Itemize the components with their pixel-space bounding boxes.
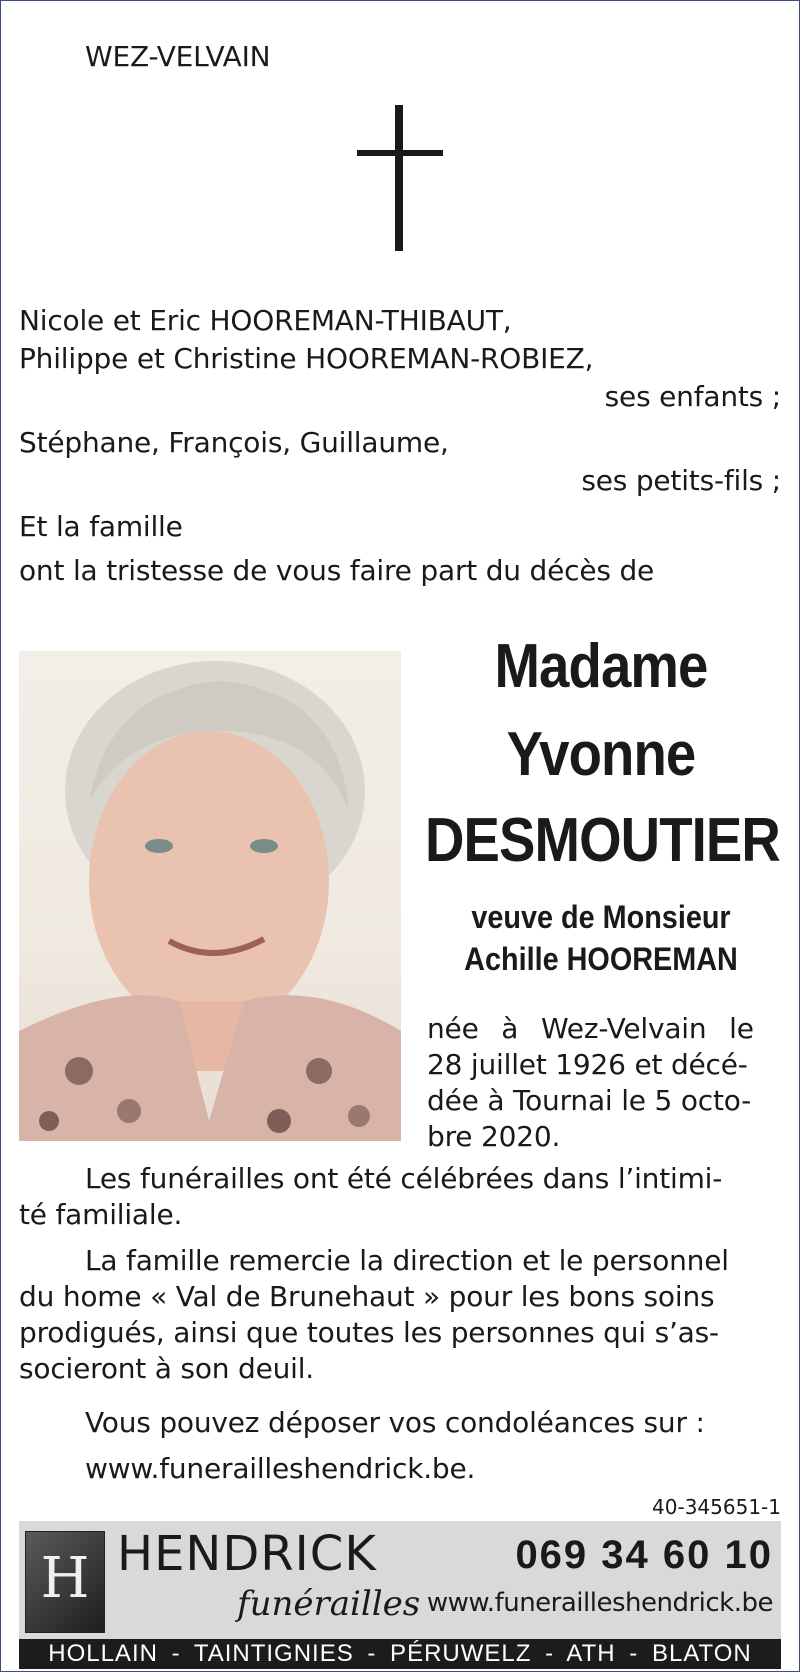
brand-name: HENDRICK	[117, 1526, 377, 1582]
location-heading: WEZ-VELVAIN	[85, 40, 271, 73]
thanks-line-4: socieront à son deuil.	[19, 1352, 315, 1385]
birth-line-4: bre 2020.	[427, 1120, 561, 1153]
funeral-line-1: Les funérailles ont été célébrées dans l’intimi-	[85, 1162, 723, 1195]
family-role-children: ses enfants ;	[604, 380, 781, 413]
family-line-3: Stéphane, François, Guillaume,	[19, 426, 449, 459]
thanks-line-3: prodigués, ainsi que toutes les personnes qui s’as-	[19, 1316, 719, 1349]
birth-line-3: dée à Tournai le 5 octo-	[427, 1084, 752, 1117]
banner-website-link[interactable]: www.funerailleshendrick.be	[426, 1588, 773, 1618]
birth-line-1: née à Wez-Velvain le	[427, 1012, 754, 1045]
widow-line-1: veuve de Monsieur	[471, 899, 731, 935]
cross-icon	[357, 105, 443, 251]
announcement-line: ont la tristesse de vous faire part du décès de	[19, 554, 655, 587]
family-line-1: Nicole et Eric HOOREMAN-THIBAUT,	[19, 304, 512, 337]
logo-letter: H	[40, 1546, 90, 1611]
widow-line-2: Achille HOOREMAN	[464, 941, 738, 977]
branch-cities: HOLLAIN - TAINTIGNIES - PÉRUWELZ - ATH - BLATON	[19, 1639, 781, 1669]
condolences-line: Vous pouvez déposer vos condoléances sur :	[85, 1406, 705, 1439]
deceased-last-name: DESMOUTIER	[425, 806, 780, 875]
thanks-line-2: du home « Val de Brunehaut » pour les bons soins	[19, 1280, 715, 1313]
reference-number: 40-345651-1	[652, 1495, 781, 1519]
brand-tagline: funérailles	[237, 1584, 421, 1624]
thanks-line-1: La famille remercie la direction et le personnel	[85, 1244, 729, 1277]
funeral-line-2: té familiale.	[19, 1198, 183, 1231]
hendrick-logo	[25, 1531, 105, 1633]
family-line-4: Et la famille	[19, 510, 183, 543]
portrait-illustration	[19, 651, 401, 1141]
funeral-home-banner	[19, 1521, 781, 1639]
deceased-title: Madame	[494, 632, 708, 701]
deceased-first-name: Yvonne	[506, 720, 696, 789]
portrait-photo	[19, 651, 401, 1141]
condolences-website-link[interactable]: www.funerailleshendrick.be.	[85, 1452, 476, 1485]
phone-number: 069 34 60 10	[515, 1533, 773, 1577]
family-role-grandchildren: ses petits-fils ;	[581, 464, 781, 497]
birth-line-2: 28 juillet 1926 et décé-	[427, 1048, 748, 1081]
family-line-2: Philippe et Christine HOOREMAN-ROBIEZ,	[19, 342, 594, 375]
